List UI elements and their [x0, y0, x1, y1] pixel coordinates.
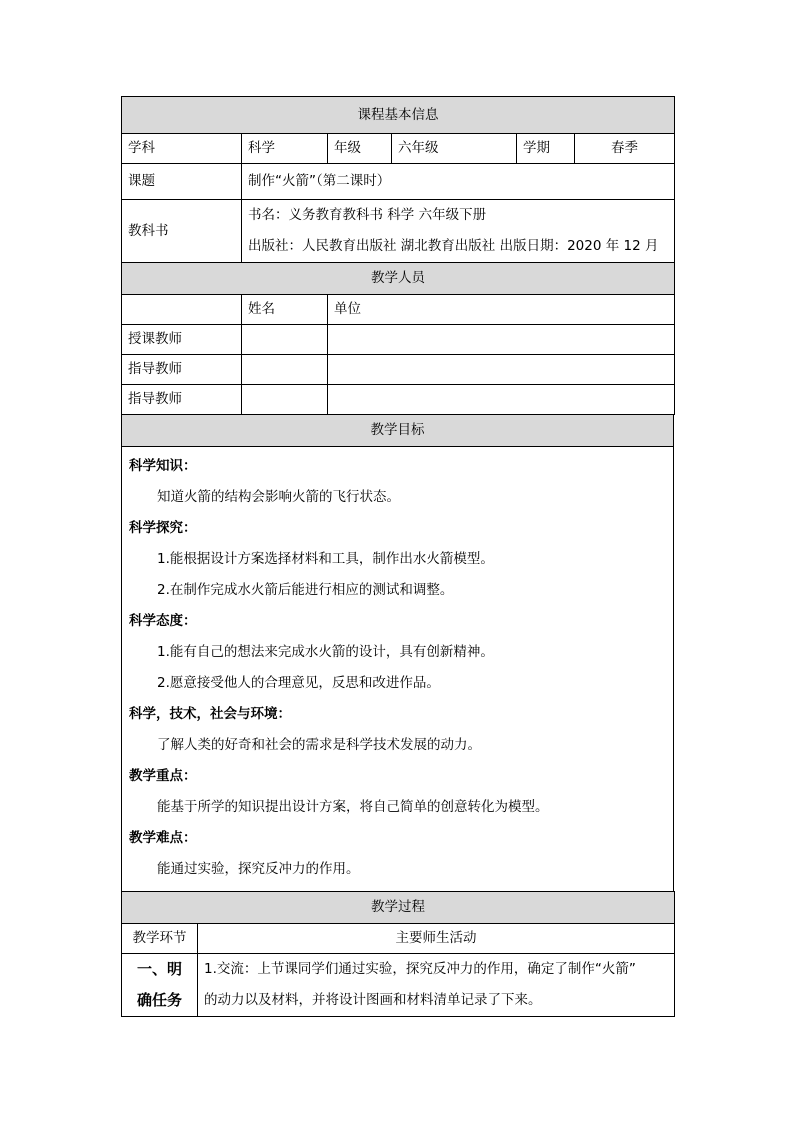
term-value: 春季: [575, 134, 675, 164]
attitude-heading: 科学态度：: [129, 613, 197, 629]
term-label: 学期: [517, 134, 575, 164]
activity-text-line: 的动力以及材料，并将设计图画和材料清单记录了下来。: [204, 992, 542, 1008]
staff-name: [242, 325, 328, 355]
topic-label: 课题: [122, 164, 242, 200]
staff-unit: [328, 385, 675, 415]
sts-heading: 科学，技术，社会与环境：: [129, 706, 291, 722]
textbook-label: 教科书: [122, 200, 242, 263]
objectives-header: 教学目标: [122, 415, 674, 447]
staff-unit: [328, 325, 675, 355]
staff-table: [121, 262, 675, 415]
knowledge-heading: 科学知识：: [129, 458, 197, 474]
knowledge-item: 知道火箭的结构会影响火箭的飞行状态。: [157, 489, 400, 505]
stage-col-header: 教学环节: [122, 924, 198, 954]
key-point-heading: 教学重点：: [129, 768, 197, 784]
table-row: [122, 355, 675, 385]
staff-unit-col: 单位: [328, 295, 675, 325]
lesson-plan-document: [121, 96, 674, 1017]
grade-label: 年级: [328, 134, 392, 164]
inquiry-item: 1.能根据设计方案选择材料和工具，制作出水火箭模型。: [157, 551, 494, 567]
objectives-body: [122, 447, 674, 892]
textbook-publisher: 出版社：人民教育出版社 湖北教育出版社 出版日期：2020 年 12 月: [248, 238, 659, 254]
attitude-item: 1.能有自己的想法来完成水火箭的设计，具有创新精神。: [157, 644, 494, 660]
difficult-point-item: 能通过实验，探究反冲力的作用。: [157, 861, 360, 877]
sts-item: 了解人类的好奇和社会的需求是科学技术发展的动力。: [157, 737, 481, 753]
staff-role: 指导教师: [122, 385, 242, 415]
stage-title-line: 一、明: [136, 960, 182, 978]
key-point-item: 能基于所学的知识提出设计方案，将自己简单的创意转化为模型。: [157, 799, 549, 815]
subject-value: 科学: [242, 134, 328, 164]
textbook-info: [242, 200, 675, 263]
staff-name: [242, 355, 328, 385]
table-row: [122, 954, 675, 1017]
activity-text-line: 1.交流：上节课同学们通过实验，探究反冲力的作用，确定了制作“火箭”: [204, 961, 636, 977]
activity-col-header: 主要师生活动: [198, 924, 675, 954]
table-row: [122, 385, 675, 415]
textbook-title: 书名：义务教育教科书 科学 六年级下册: [248, 207, 487, 223]
inquiry-item: 2.在制作完成水火箭后能进行相应的测试和调整。: [157, 582, 454, 598]
staff-name: [242, 385, 328, 415]
difficult-point-heading: 教学难点：: [129, 830, 197, 846]
grade-value: 六年级: [392, 134, 517, 164]
staff-role: 指导教师: [122, 355, 242, 385]
stage-cell: [122, 954, 198, 1017]
process-table: [121, 891, 675, 1017]
staff-name-col: 姓名: [242, 295, 328, 325]
staff-header: 教学人员: [122, 263, 675, 295]
activity-cell: [198, 954, 675, 1017]
attitude-item: 2.愿意接受他人的合理意见，反思和改进作品。: [157, 675, 440, 691]
staff-role-col: [122, 295, 242, 325]
staff-role: 授课教师: [122, 325, 242, 355]
objectives-table: [121, 414, 674, 892]
basic-info-table: [121, 96, 675, 263]
staff-unit: [328, 355, 675, 385]
stage-title-line: 确任务: [136, 991, 182, 1009]
subject-label: 学科: [122, 134, 242, 164]
table-row: [122, 325, 675, 355]
basic-info-header: 课程基本信息: [122, 97, 675, 134]
topic-value: 制作“火箭”（第二课时）: [242, 164, 675, 200]
inquiry-heading: 科学探究：: [129, 520, 197, 536]
process-header: 教学过程: [122, 892, 675, 924]
